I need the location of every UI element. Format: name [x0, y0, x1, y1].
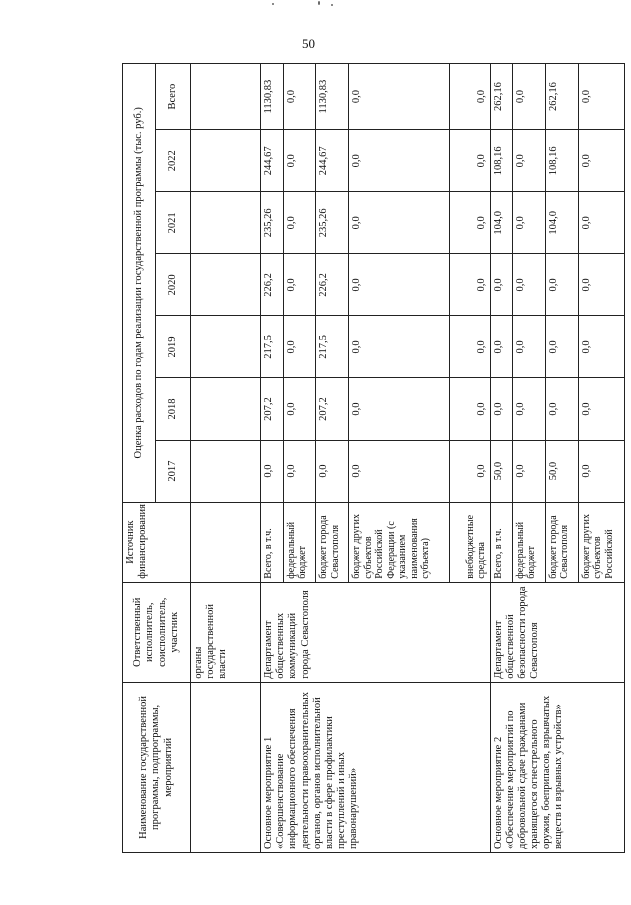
value-cell: 0,0	[349, 440, 449, 502]
activity1-responsible: Департамент общественных коммуникаций города Севастополя	[261, 582, 490, 682]
value-cell: 0,0	[283, 316, 316, 378]
total-cell: 0,0	[512, 64, 545, 130]
source-cell: федеральный бюджет	[283, 502, 316, 582]
source-cell: внебюджетные средства	[449, 502, 490, 582]
value-cell: 0,0	[512, 378, 545, 440]
header-year: 2021	[155, 192, 190, 254]
total-cell: 262,16	[545, 64, 578, 130]
value-cell: 0,0	[545, 254, 578, 316]
source-cell: Всего, в т.ч.	[261, 502, 283, 582]
value-cell: 0,0	[261, 440, 283, 502]
value-cell: 0,0	[449, 254, 490, 316]
value-cell: 0,0	[349, 130, 449, 192]
value-cell: 50,0	[490, 440, 512, 502]
value-cell: 0,0	[349, 316, 449, 378]
value-cell: 0,0	[349, 192, 449, 254]
value-cell: 244,67	[316, 130, 349, 192]
value-cell: 0,0	[283, 378, 316, 440]
value-cell: 207,2	[316, 378, 349, 440]
value-cell: 0,0	[490, 378, 512, 440]
value-cell: 0,0	[512, 254, 545, 316]
value-cell: 217,5	[316, 316, 349, 378]
total-cell: 1130,83	[316, 64, 349, 130]
value-cell: 0,0	[349, 378, 449, 440]
header-year: 2020	[155, 254, 190, 316]
value-cell: 0,0	[283, 192, 316, 254]
value-cell: 0,0	[449, 130, 490, 192]
value-cell: 0,0	[283, 254, 316, 316]
value-cell: 50,0	[545, 440, 578, 502]
value-cell: 0,0	[578, 130, 624, 192]
scan-speck	[331, 4, 333, 6]
source-cell: бюджет других субъектов Российской Федерации (с указанием наименования субъекта)	[349, 502, 449, 582]
total-cell: 0,0	[349, 64, 449, 130]
total-cell: 0,0	[449, 64, 490, 130]
header-year: 2018	[155, 378, 190, 440]
page-number: 50	[302, 36, 315, 51]
header-estimate: Оценка расходов по годам реализации государственной программы (тыс. руб.)	[123, 64, 156, 503]
value-cell: 0,0	[349, 254, 449, 316]
header-source: Источник финансирования	[123, 502, 191, 582]
source-cell: бюджет других субъектов Российской	[578, 502, 624, 582]
header-responsible: Ответственный исполнитель, соисполнитель, участник	[123, 582, 191, 682]
header-year: 2022	[155, 130, 190, 192]
total-cell: 1130,83	[261, 64, 283, 130]
value-cell: 0,0	[512, 130, 545, 192]
value-cell: 0,0	[545, 316, 578, 378]
value-cell: 0,0	[578, 378, 624, 440]
value-cell: 0,0	[578, 440, 624, 502]
scan-speck	[272, 3, 274, 5]
header-year: 2019	[155, 316, 190, 378]
value-cell: 104,0	[545, 192, 578, 254]
continuation-name-cell	[191, 682, 261, 852]
value-cell: 108,16	[490, 130, 512, 192]
value-cell: 0,0	[512, 440, 545, 502]
value-cell: 235,26	[316, 192, 349, 254]
value-cell: 235,26	[261, 192, 283, 254]
activity1-name: Основное мероприятие 1 «Совершенствование информационного обеспечения деятельности правоохранительных органов, органов исполнительной власти в сфере профилактики преступлений и иных правонарушений»	[261, 682, 490, 852]
value-cell: 0,0	[449, 440, 490, 502]
value-cell: 0,0	[578, 254, 624, 316]
total-cell: 262,16	[490, 64, 512, 130]
value-cell: 226,2	[316, 254, 349, 316]
value-cell: 0,0	[490, 316, 512, 378]
header-total: Всего	[155, 64, 190, 130]
value-cell: 0,0	[578, 316, 624, 378]
source-cell: Всего, в т.ч.	[490, 502, 512, 582]
activity2-responsible: Департамент общественной безопасности города Севастополя	[490, 582, 624, 682]
value-cell: 0,0	[283, 440, 316, 502]
value-cell: 0,0	[283, 130, 316, 192]
value-cell: 0,0	[316, 440, 349, 502]
value-cell: 0,0	[449, 378, 490, 440]
continuation-responsible: органы государственной власти	[191, 582, 261, 682]
value-cell: 104,0	[490, 192, 512, 254]
value-cell: 217,5	[261, 316, 283, 378]
value-cell: 226,2	[261, 254, 283, 316]
total-cell: 0,0	[283, 64, 316, 130]
budget-table	[122, 63, 625, 853]
header-name: Наименование государственной программы, подпрограммы, мероприятий	[123, 682, 191, 852]
scan-speck	[318, 1, 320, 5]
activity2-name: Основное мероприятие 2 «Обеспечение мероприятий по добровольной сдаче гражданами хранящегося огнестрельного оружия, боеприпасов, взрывчатых веществ и взрывных устройств»	[490, 682, 624, 852]
value-cell: 0,0	[512, 316, 545, 378]
value-cell: 207,2	[261, 378, 283, 440]
source-cell: бюджет города Севастополя	[545, 502, 578, 582]
source-cell: бюджет города Севастополя	[316, 502, 349, 582]
value-cell: 244,67	[261, 130, 283, 192]
value-cell: 0,0	[578, 192, 624, 254]
rotated-table-wrapper	[122, 63, 625, 853]
source-cell: федеральный бюджет	[512, 502, 545, 582]
value-cell: 0,0	[449, 316, 490, 378]
value-cell: 0,0	[545, 378, 578, 440]
header-year: 2017	[155, 440, 190, 502]
value-cell: 0,0	[449, 192, 490, 254]
value-cell: 0,0	[490, 254, 512, 316]
value-cell: 0,0	[512, 192, 545, 254]
value-cell: 108,16	[545, 130, 578, 192]
total-cell: 0,0	[578, 64, 624, 130]
